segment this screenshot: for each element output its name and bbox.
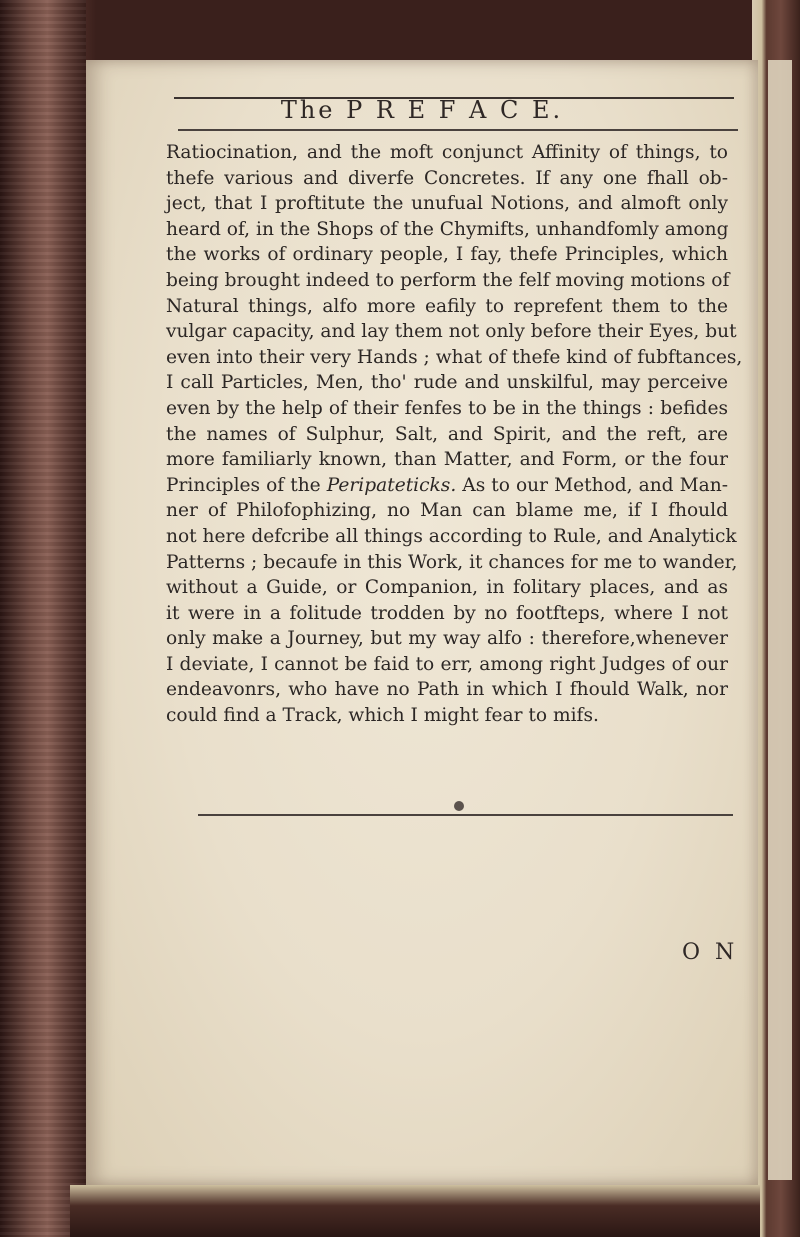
text-line: being brought indeed to perform the felf moving motions of [166,269,730,291]
text-line: heard of, in the Shops of the Chymifts, unhandfomly among [166,218,729,240]
book-page [86,60,758,1185]
text-line: thefe various and diverfe Concretes. If any one fhall ob- [166,167,728,189]
text-line: could find a Track, which I might fear to mifs. [166,705,599,727]
text-fragment: Principles of the [166,474,327,496]
text-line: more familiarly known, than Matter, and Form, or the four [166,449,728,471]
adjacent-page-edge [752,0,800,1237]
text-line: only make a Journey, but my way alfo : therefore,whenever [166,628,728,650]
italic-term: Peripateticks. [326,474,457,496]
text-line: ner of Philofophizing, no Man can blame me, if I fhould [166,500,728,522]
header-rule-bottom [178,129,738,131]
book-binding [0,0,86,1237]
text-line-with-italic [166,473,728,499]
text-line: even by the help of their fenfes to be in the things : befides [166,397,728,419]
text-line: the names of Sulphur, Salt, and Spirit, and the reft, are [166,423,728,445]
text-line: vulgar capacity, and lay them not only before their Eyes, but [166,321,737,343]
running-head: The P R E F A C E. [280,96,564,124]
text-line: ject, that I proftitute the unufual Notions, and almoft only [166,193,728,215]
end-rule [198,814,733,816]
text-line: Natural things, alfo more eafily to reprefent them to the [166,295,728,317]
text-line: it were in a folitude trodden by no footfteps, where I not [166,602,728,624]
text-line: Patterns ; becaufe in this Work, it chances for me to wander, [166,551,738,573]
text-line: I call Particles, Men, tho' rude and unskilful, may perceive [166,372,728,394]
catchword: O N [682,940,739,965]
text-line: not here defcribe all things according to Rule, and Analytick [166,525,737,547]
text-line: Ratiocination, and the moft conjunct Affinity of things, to [166,142,728,163]
page-bottom-edge [70,1185,760,1237]
text-line: the works of ordinary people, I fay, thefe Principles, which [166,244,728,266]
adjacent-page-sliver [768,60,792,1180]
text-line: endeavonrs, who have no Path in which I fhould Walk, nor [166,679,728,701]
preface-body-text [166,140,743,729]
text-line: even into their very Hands ; what of thefe kind of fubftances, [166,346,743,368]
text-line: without a Guide, or Companion, in folitary places, and as [166,577,728,599]
text-fragment: As to our Method, and Man- [456,474,728,496]
ornament-dot [454,801,464,811]
text-line: I deviate, I cannot be faid to err, among right Judges of our [166,653,728,675]
